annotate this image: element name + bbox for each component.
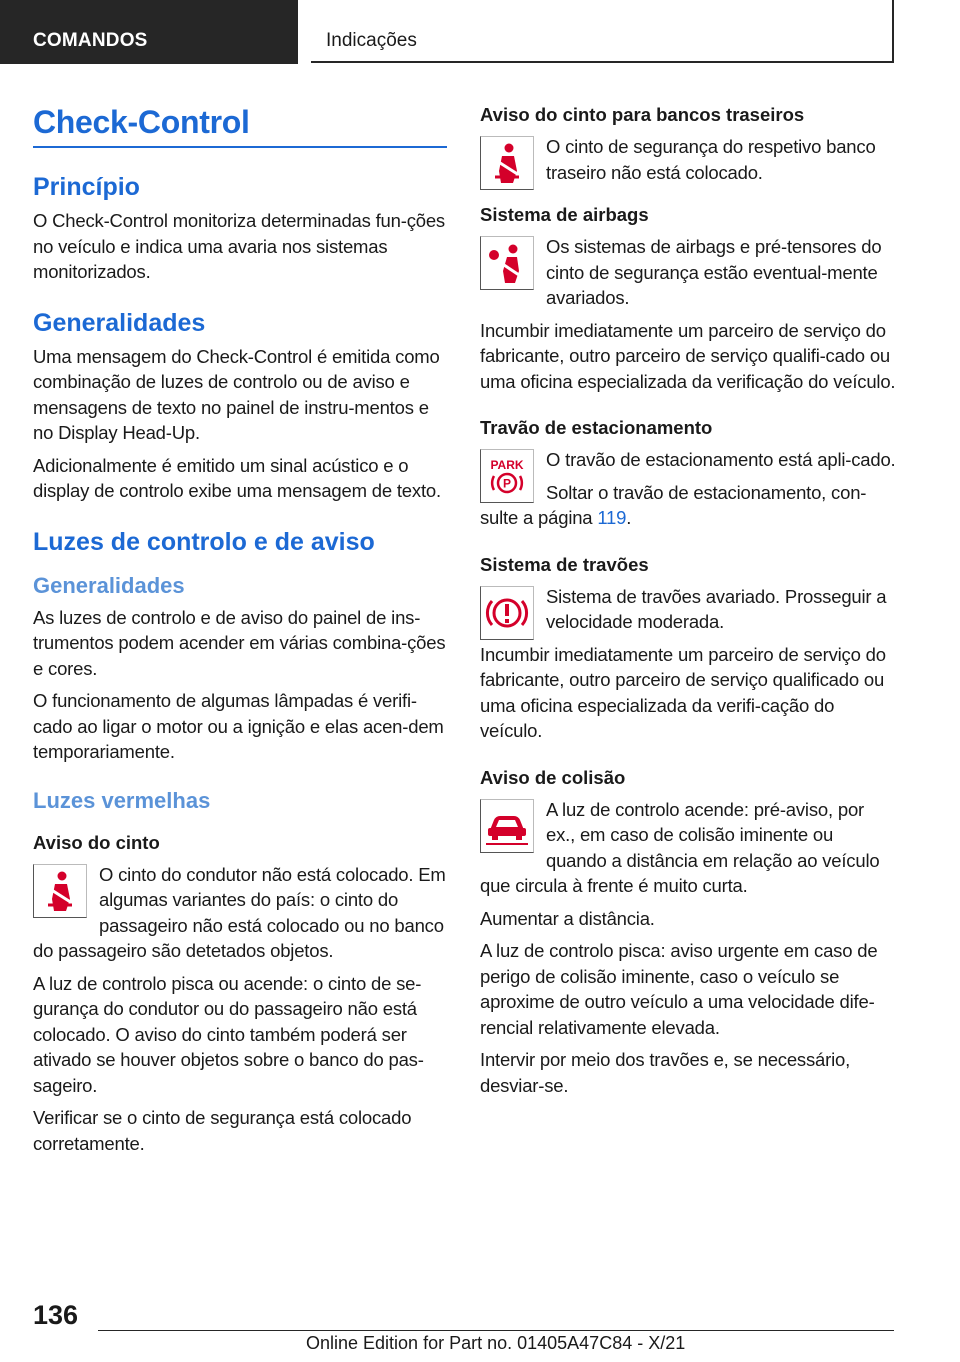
- heading-travao-estacionamento: Travão de estacionamento: [480, 417, 713, 438]
- heading-aviso-cinto: Aviso do cinto: [33, 831, 160, 853]
- page-number: 136: [33, 1300, 79, 1330]
- seatbelt-warning-icon: [33, 864, 87, 918]
- heading-airbags: Sistema de airbags: [480, 204, 649, 225]
- collision-warning-icon: [480, 799, 534, 853]
- left-column: [33, 100, 447, 1163]
- cinto-traseiro-block: [480, 134, 896, 192]
- heading-generalidades-2: Generalidades: [33, 572, 185, 598]
- right-column: [480, 102, 896, 1105]
- heading-cinto-traseiro: Aviso do cinto para bancos traseiros: [480, 104, 805, 125]
- heading-generalidades: Generalidades: [33, 308, 206, 337]
- principio-text: O Check-Control monitoriza determinadas fun-ções no veículo e indica uma avaria nos sistemas monitorizados.: [33, 210, 445, 282]
- footer-rule: [98, 1330, 894, 1331]
- travoes-block: [480, 584, 896, 744]
- generalidades-text-2: Adicionalmente é emitido um sinal acústico e o display de controlo exibe uma mensagem de texto.: [33, 454, 441, 501]
- title-rule: [33, 146, 447, 148]
- parking-brake-icon: [480, 449, 534, 503]
- heading-luzes-vermelhas: Luzes vermelhas: [33, 787, 211, 813]
- aviso-cinto-text-1: O cinto do condutor não está colocado. Em algumas variantes do país: o cinto do passageiro não está colocado ou no banco do passageiro são detetados objetos.: [33, 863, 446, 961]
- heading-aviso-colisao: Aviso de colisão: [480, 766, 626, 788]
- travao-est-text-1: O travão de estacionamento está apli-cado.: [546, 449, 896, 470]
- heading-principio: Princípio: [33, 173, 140, 201]
- travao-est-text-2a: Soltar o travão de estacionamento, con-sulte a página: [480, 481, 867, 528]
- travao-est-text-2b: .: [626, 507, 632, 528]
- aviso-cinto-text-3: Verificar se o cinto de segurança está colocado corretamente.: [33, 1107, 412, 1154]
- aviso-cinto-block: [33, 862, 447, 964]
- rear-seatbelt-warning-icon: [480, 136, 534, 190]
- airbags-block: [480, 234, 896, 311]
- travoes-text-1: Sistema de travões avariado. Prosseguir a velocidade moderada.: [546, 585, 887, 632]
- page-title: Check-Control: [33, 104, 250, 140]
- travao-est-block: [480, 447, 896, 531]
- colisao-text-4: Intervir por meio dos travões e, se necessário, desviar-se.: [480, 1049, 851, 1096]
- colisao-text-3: A luz de controlo pisca: aviso urgente em caso de perigo de colisão iminente, caso o veículo se aproxime de outro veículo a uma velocidade dife-rencial relativamente elevada.: [480, 940, 878, 1038]
- colisao-text-2: Aumentar a distância.: [480, 907, 655, 929]
- colisao-block: [480, 797, 896, 899]
- airbag-warning-icon: [480, 236, 534, 290]
- airbags-text-2: Incumbir imediatamente um parceiro de serviço do fabricante, outro parceiro de serviço qualifi-cado ou uma oficina especializada da verificação do veículo.: [480, 319, 896, 392]
- footer-edition: Online Edition for Part no. 01405A47C84 - X/21: [306, 1333, 686, 1353]
- aviso-cinto-text-2: A luz de controlo pisca ou acende: o cinto de se-gurança do condutor ou do passageiro não está colocado. O aviso do cinto também poderá ser ativado se houver objetos sobre o banco do pas-sageiro.: [33, 972, 424, 1096]
- generalidades2-text-1: As luzes de controlo e de aviso do painel de ins-trumentos podem acender em várias combina-ções e cores.: [33, 606, 446, 679]
- brake-system-warning-icon: [480, 586, 534, 640]
- header-chapter-label: Indicações: [326, 30, 417, 51]
- generalidades2-text-2: O funcionamento de algumas lâmpadas é verifi-cado ao ligar o motor ou a ignição e elas acen-dem temporariamente.: [33, 690, 444, 762]
- header-section-tab: [0, 0, 298, 64]
- travao-est-text-2: [480, 480, 896, 531]
- page-ref-link[interactable]: 119: [597, 507, 627, 528]
- cinto-traseiro-text: O cinto de segurança do respetivo banco traseiro não está colocado.: [546, 136, 876, 183]
- travoes-text-2: Incumbir imediatamente um parceiro de serviço do fabricante, outro parceiro de serviço qualificado ou uma oficina especializada da verifi-cação do veículo.: [480, 643, 886, 741]
- heading-luzes: Luzes de controlo e de aviso: [33, 527, 375, 556]
- heading-sistema-travoes: Sistema de travões: [480, 553, 649, 575]
- header-section-label: COMANDOS: [33, 30, 148, 51]
- generalidades-text-1: Uma mensagem do Check-Control é emitida como combinação de luzes de controlo ou de aviso e mensagens de texto no painel de instru-mentos e no Display Head-Up.: [33, 345, 440, 443]
- airbags-text-1: Os sistemas de airbags e pré-tensores do cinto de segurança estão eventual-mente avariados.: [546, 236, 882, 308]
- svg-text:P: P: [502, 476, 512, 491]
- park-label: PARK: [490, 458, 524, 472]
- colisao-text-1: A luz de controlo acende: pré-aviso, por ex., em caso de colisão iminente ou quando a distância em relação ao veículo que circula à frente é muito curta.: [480, 798, 880, 896]
- header-chapter-tab: [311, 0, 894, 63]
